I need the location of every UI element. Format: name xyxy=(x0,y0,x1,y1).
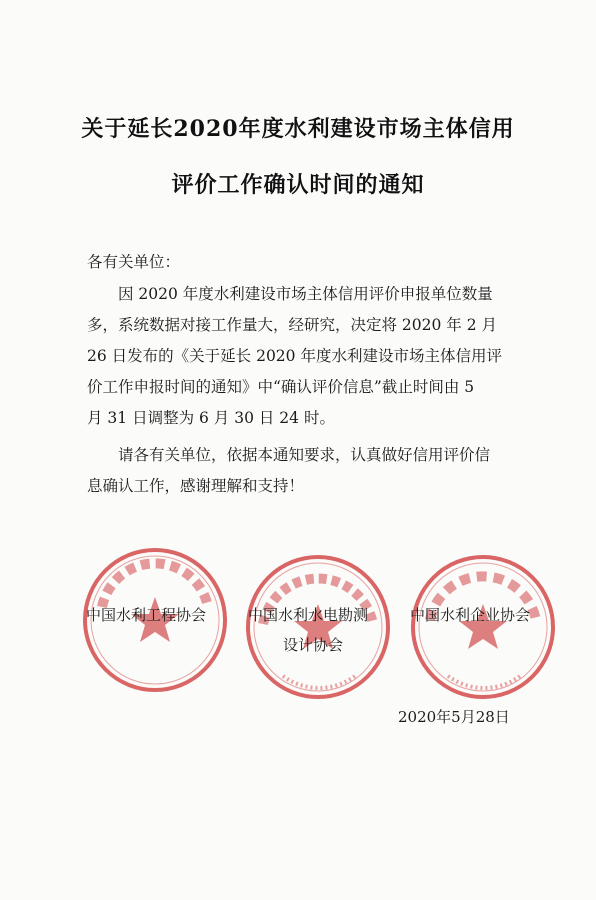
paragraph-1-line: 月 31 日调整为 6 月 30 日 24 时。 xyxy=(87,409,335,427)
signatory-3: 中国水利企业协会 xyxy=(410,606,531,624)
title-line-2: 评价工作确认时间的通知 xyxy=(171,172,425,198)
paragraph-1 xyxy=(87,279,557,434)
signatory-1: 中国水利工程协会 xyxy=(86,606,207,624)
official-seal-3 xyxy=(408,552,558,702)
salutation: 各有关单位： xyxy=(87,253,181,271)
paragraph-2-line: 息确认工作，感谢理解和支持！ xyxy=(87,477,305,495)
paragraph-2-line: 请各有关单位，依据本通知要求，认真做好信用评价信 xyxy=(118,446,491,464)
paragraph-1-line: 因 2020 年度水利建设市场主体信用评价申报单位数量 xyxy=(118,285,493,303)
paragraph-2 xyxy=(87,440,557,502)
paragraph-1-line: 多，系统数据对接工作量大，经研究，决定将 2020 年 2 月 xyxy=(87,316,498,334)
official-seal-2 xyxy=(243,552,393,702)
title-line-1: 关于延长2020年度水利建设市场主体信用 xyxy=(81,116,515,142)
paragraph-1-line: 26 日发布的《关于延长 2020 年度水利建设市场主体信用评 xyxy=(87,347,502,365)
signatory-2: 中国水利水电勘测 xyxy=(248,606,369,624)
issue-date: 2020年5月28日 xyxy=(398,708,510,726)
paragraph-1-line: 价工作申报时间的通知》中“确认评价信息”截止时间由 5 xyxy=(87,378,475,396)
signatory-2-line-2: 设计协会 xyxy=(283,636,344,654)
